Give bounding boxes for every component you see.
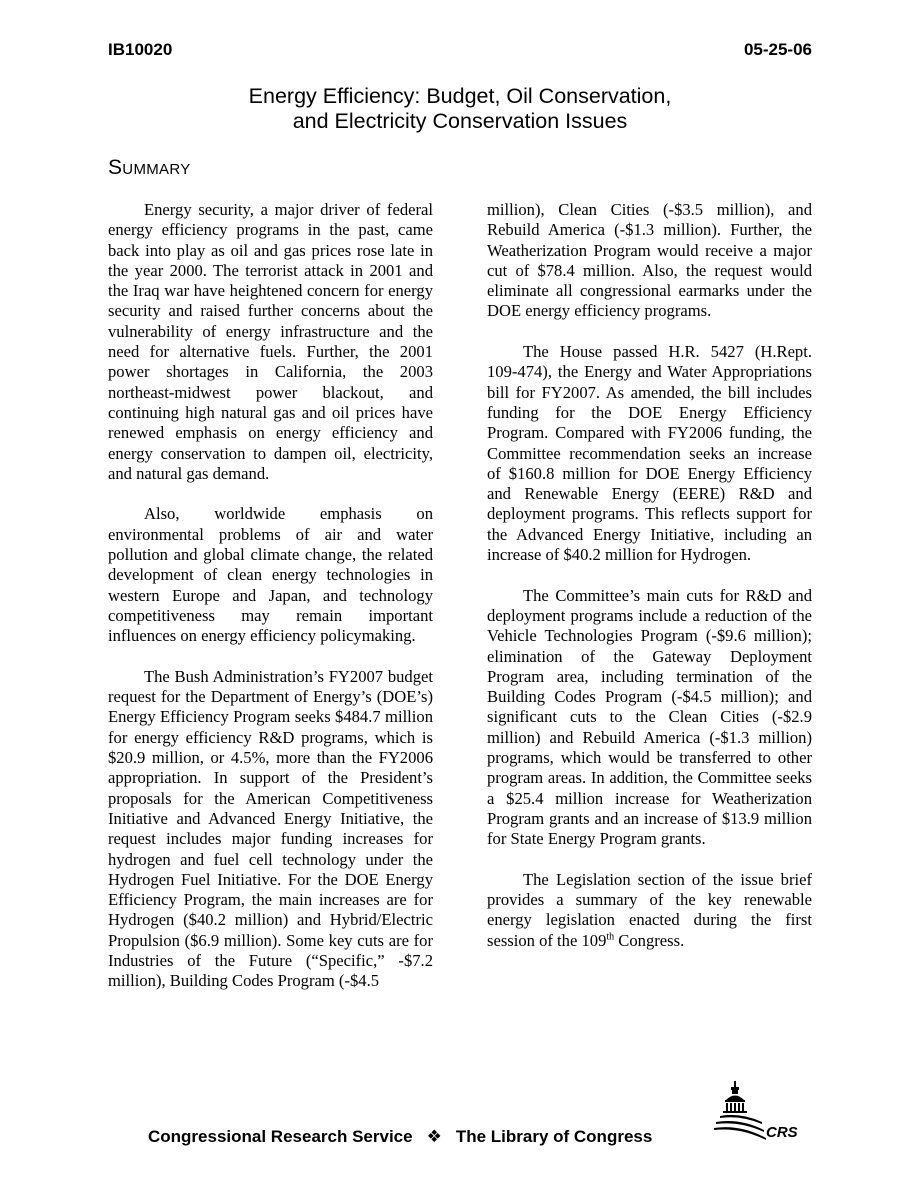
report-date: 05-25-06 <box>743 40 812 59</box>
paragraph-budget-request: The Bush Administration’s FY2007 budget request for the Department of Energy’s (DOE’s) Energy Efficiency Program seeks $484.7 million for energy efficiency R&D programs, which is $20.9 million, or 4.5%, more than the FY2006 appropriation. In support of the President’s proposals for the American Competitiveness Initiative and Advanced Energy Initiative, the request includes major funding increases for hydrogen and fuel cell technology under the Hydrogen Fuel Initiative. For the DOE Energy Efficiency Program, the main increases are for Hydrogen ($40.2 million) and Hybrid/Electric Propulsion ($6.9 million). Some key cuts are for Industries of the Future (“Specific,” -$7.2 million), Building Codes Program (-$4.5 <box>108 666 433 991</box>
report-id: IB10020 <box>108 40 173 59</box>
footer-crs-name: Congressional Research Service <box>148 1127 413 1146</box>
footer-library-name: The Library of Congress <box>455 1127 653 1146</box>
paragraph-environment: Also, worldwide emphasis on environmental problems of air and water pollution and global climate change, the related development of clean energy technologies in western Europe and Japan, and technology competitiveness may remain important influences on energy efficiency policymaking. <box>108 504 433 646</box>
paragraph-house-bill: The House passed H.R. 5427 (H.Rept. 109-474), the Energy and Water Appropriations bill for FY2007. As amended, the bill includes funding for the DOE Energy Efficiency Program. Compared with FY2006 funding, the Committee recommendation seeks an increase of $160.8 million for DOE Energy Efficiency and Renewable Energy (EERE) R&D and deployment programs. This reflects support for the Advanced Energy Initiative, including an increase of $40.2 million for Hydrogen. <box>487 342 812 565</box>
ordinal-suffix: th <box>606 931 615 943</box>
legislation-text-end: Congress. <box>614 930 685 950</box>
document-title <box>108 84 812 134</box>
paragraph-legislation <box>487 870 812 951</box>
section-heading-summary: Summary <box>108 156 191 179</box>
paragraph-energy-security: Energy security, a major driver of federal energy efficiency programs in the past, came back into play as oil and gas prices rose late in the year 2000. The terrorist attack in 2001 and the Iraq war have heightened concern for energy security and raised further concerns about the vulnerability of energy infrastructure and the need for alternative fuels. Further, the 2001 power shortages in California, the 2003 northeast-midwest power blackout, and continuing high natural gas and oil prices have renewed emphasis on energy efficiency and energy conservation to dampen oil, electricity, and natural gas demand. <box>108 200 433 483</box>
crs-logo-text: CRS <box>766 1124 798 1141</box>
legislation-text: The Legislation section of the issue brief provides a summary of the key renewable energy legislation enacted during the first session of the 109 <box>487 869 812 950</box>
paragraph-committee-cuts: The Committee’s main cuts for R&D and deployment programs include a reduction of the Vehicle Technologies Program (-$9.6 million); elimination of the Gateway Deployment Program area, including termination of the Building Codes Program (-$4.5 million); and significant cuts to the Clean Cities (-$2.9 million) and Rebuild America (-$1.3 million) programs, which would be transferred to other program areas. In addition, the Committee seeks a $25.4 million increase for Weatherization Program grants and an increase of $13.9 million for State Energy Program grants. <box>487 585 812 849</box>
title-line-1: Energy Efficiency: Budget, Oil Conservation, <box>248 84 672 108</box>
paragraph-budget-continued: million), Clean Cities (-$3.5 million), and Rebuild America (-$1.3 million). Further, the Weatherization Program would receive a major cut of $78.4 million. Also, the request would eliminate all congressional earmarks under the DOE energy efficiency programs. <box>487 200 812 321</box>
footer <box>148 1127 652 1147</box>
right-column <box>487 200 812 971</box>
footer-separator-icon: ❖ <box>426 1127 442 1146</box>
title-line-2: and Electricity Conservation Issues <box>292 109 628 133</box>
left-column <box>108 200 433 1012</box>
